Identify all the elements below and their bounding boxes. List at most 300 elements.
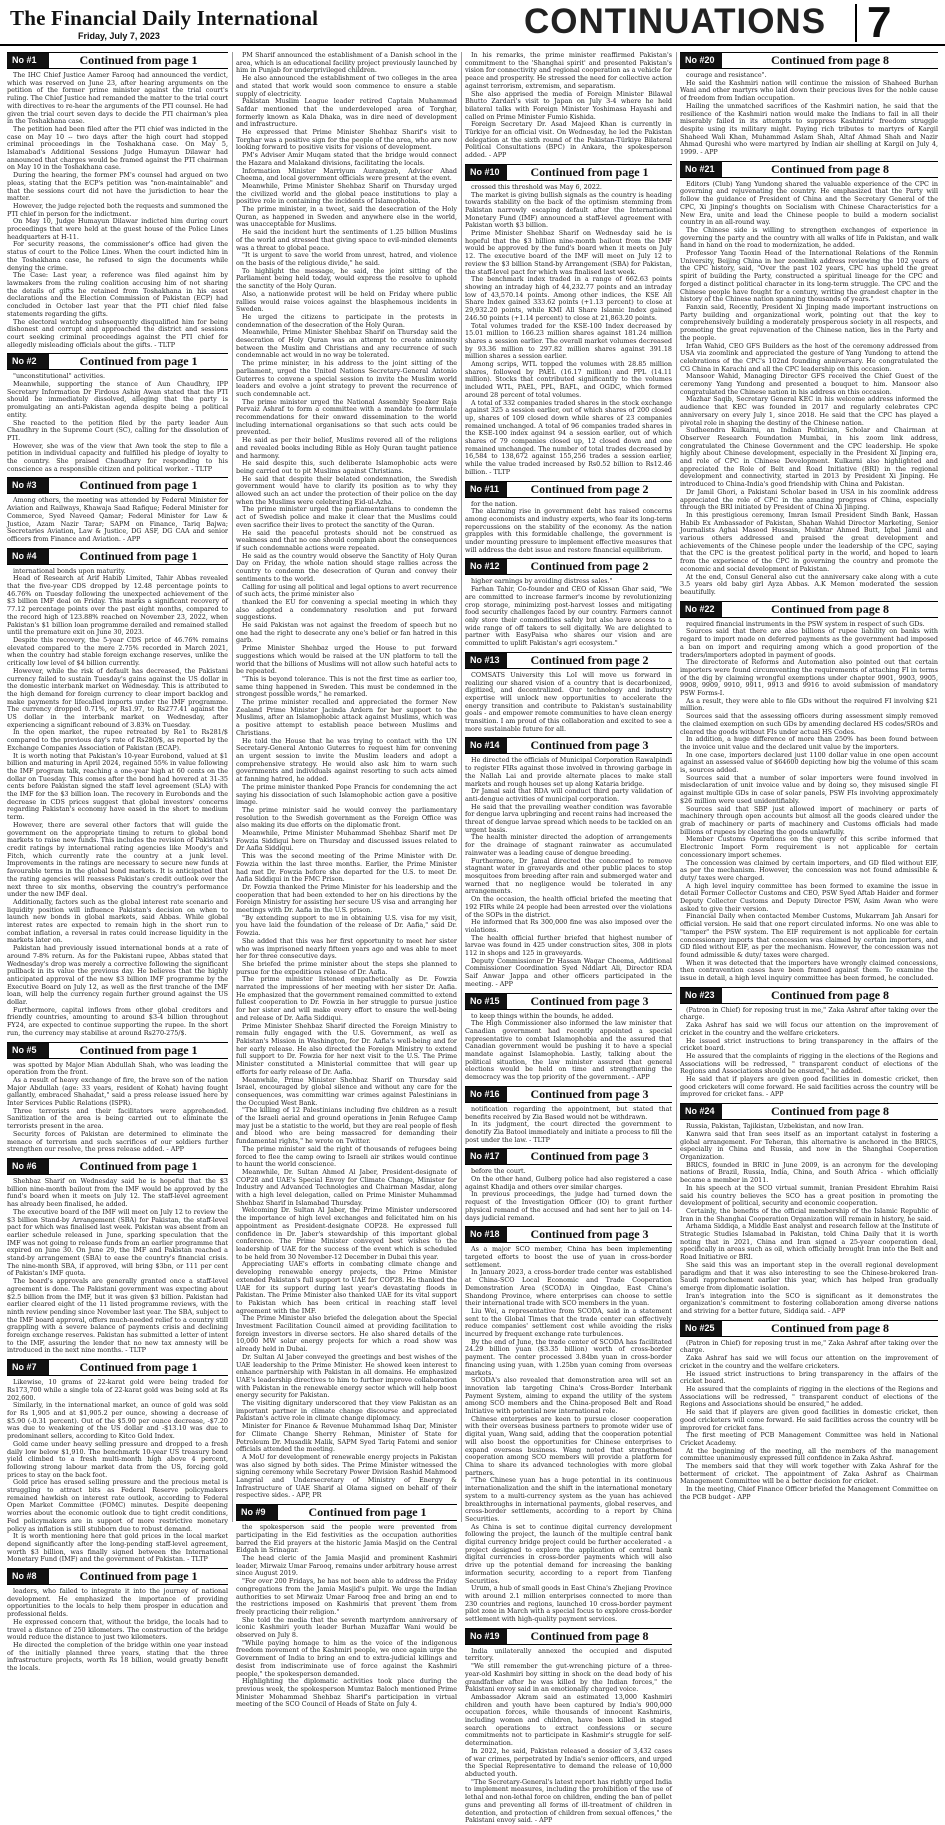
article-body	[465, 184, 672, 477]
article-block	[465, 652, 672, 734]
article-paragraph: "unconstitutional" activities.	[13, 372, 106, 381]
article-paragraph: Dr. Fowzia thanked the Prime Minister for his leadership and the cooperation that had been extended to her on his directions by the Foreign Ministry for assisting her secure US visa and arranging her meetings with Dr. Aafia in the U.S. prison.	[236, 882, 457, 915]
masthead	[0, 0, 945, 46]
article-heading: Continued from page 8	[770, 601, 890, 616]
article-paragraph: As a result of heavy exchange of fire, the brave son of the nation Major Abdullah (age: 33 years, resident of Kohat) having fought gallantly, embraced Shahadat," said a press release issued here by Inter Services Public Relations (ISPR).	[7, 1075, 228, 1108]
article-paragraph: The prime minister said the right of thousands of refugees being forced to flee the camp owing to Israeli air strikes would continue to haunt the world conscience.	[236, 1144, 457, 1169]
article-block	[465, 1148, 672, 1222]
article-paragraph: Zaka Ashraf has said we will focus our attention on the improvement of cricket in the country and the welfare cricketers.	[680, 1021, 938, 1037]
article-number-badge: No #19	[465, 1629, 507, 1644]
article-header	[680, 987, 938, 1004]
article-block	[7, 548, 228, 1038]
article-paragraph: courage and resistance".	[686, 71, 767, 79]
article-heading: Continued from page 8	[770, 161, 890, 176]
article-body	[680, 72, 938, 157]
article-paragraph: "For over 200 Fridays, he has not been able to address the Friday congregations from the Jamia Masjid's pulpit. We urge the Indian authorities to set Mirwaiz Umar Farooq free and bring an end to the restrictions imposed on Kashmiris that prevent them from freely practicing their religion."	[236, 1577, 457, 1616]
article-paragraph: On the occasion, the health official briefed the meeting that 192 FIRs while 24 people had been arrested over the violations of the SOPs in the district.	[465, 895, 672, 919]
article-body	[465, 1246, 672, 1623]
article-paragraph: He expressed concern that, without the bridge, the locals had to travel a distance of 250 kilometers. The construction of the bridge would reduce the distance to just two kilometers.	[7, 1617, 228, 1642]
article-block	[680, 601, 938, 983]
article-heading: Continued from page 2	[530, 481, 649, 496]
article-paragraph: Meanwhile, Dr. Sultan Ahmed Al Jaber, President-designate of COP28 and UAE's Special Envoy for Climate Change, Minister for Industry and Advanced Technologies and Chairman Masdar, along with a high level delegation, called on Prime Minister Muhammad Shehbaz Sharif in Islamabad Thursday.	[236, 1167, 457, 1207]
article-paragraph: The directorate of Reforms and Automation also pointed out that certain importers were found circumventing the requirements of attaching FI in terms of the dig by claiming wrongful exemptions under chapter 9901, 9903, 9905, 9908, 9909, 9910, 9911, 9913 and 9916 to avoid submission of mandatory PSW Forms-I.	[680, 658, 938, 698]
article-number-badge: No #18	[465, 1227, 507, 1242]
article-header	[7, 1568, 228, 1585]
article-body	[7, 373, 228, 473]
article-number-badge: No #15	[465, 994, 507, 1009]
article-paragraph: "The Secretary-General's latest report has rightly urged India to implement measures, including the prohibition of the use of lethal and non-lethal force on children, ending the ban of pellet guns and preventing all forms of ill-treatment of children in detention, and protection of children from sexual offences," the Pakistani envoy said. - APP	[465, 1777, 672, 1825]
article-heading: Continued from page 1	[79, 1042, 198, 1057]
article-body	[236, 52, 457, 1500]
article-paragraph: He urged the citizens to participate in the protests in condemnation of the desecration of the Holy Quran.	[236, 312, 457, 329]
article-heading: Continued from page 1	[79, 548, 198, 563]
article-paragraph: BRICS, founded in BRIC in June 2009, is an acronym for the developing nations of Brazil, Russia, India, China, and South Africa - which officially became a member in 2011.	[680, 1160, 938, 1185]
article-paragraph: The alarming rise in government debt has raised concerns among economists and industry experts, who fear its long-term repercussions on the stability of the economy. As the nation grapples with this formidable challenge, the government is under mounting pressure to implement effective measures that will address the debt issue and restore financial equilibrium.	[465, 507, 672, 554]
article-paragraph: Total volumes traded for the KSE-100 Index decreased by 15.01 million to 166.23 million shares against 181.24 million shares a session earlier. The overall market volumes decreased by 93.36 million to 297.82 million shares against 391.18 million shares a session earlier.	[465, 321, 672, 361]
article-block	[680, 1320, 938, 1502]
article-number-badge: No #3	[7, 478, 49, 493]
article-header	[465, 481, 672, 498]
article-paragraph: The first meeting of PCB Management Committee was held in National Cricket Academy.	[680, 1431, 938, 1447]
article-paragraph: Sudheendra Kulkarni, an Indian Politician, Scholar and Chairman at Observer Research Foundation Mumbai, in his zoom link address, congratulated the Chinese Government and the CPC leadership. He spoke highly about Chinese development, especially in the President Xi Jinping era, and role of CPC in Chinese Development. Kulkarni also highlighted and appreciated the Role of Belt and Road Initiative (BRI) in the regional development and connectivity, started in 2013 by President Xi Jinping. He introduced to China-India's good friendship with China and Pakistan.	[680, 426, 938, 489]
article-paragraph: Member Customs Operations on the query of this scribe informed that Electronic Import Form requirement is not applicable for certain concessionary import schemes.	[680, 835, 938, 859]
article-paragraph: As a result, they were able to file GDs without the required FI involving $21 million.	[680, 696, 938, 713]
article-paragraph: Farhan Tahir, Co-founder and CEO of Kissan Ghar said, "We are committed to increase farmer's income by revolutionizing crop storage, minimizing post-harvest losses and mitigating food security challenges faced by our country. Farmers cannot only store their commodities safely but also have access to a wide range of off takers to sell digitally. We are delighted to partner with EasyPaisa who shares our vision and are committed to uplift Pakistan's agri ecosystem."	[465, 585, 672, 648]
article-block	[680, 987, 938, 1099]
article-paragraph: Chinese enterprises are keen to pursue closer cooperation with their overseas business partners to promote wider use of digital yuan, Wang said, adding that the cooperation potential will also boost the opportunities for Chinese enterprises to expand overseas business. Wang noted that strengthened cooperation among SCO members will provide a platform for China to share its advanced technologies with more global partners.	[465, 1414, 672, 1477]
article-header	[680, 601, 938, 618]
article-paragraph: Welcoming Dr. Sultan Al Jaber, the Prime Minister underscored the importance of high level exchanges and felicitated him on his appointment as President-designate COP28. He expressed full confidence in Dr. Jaber's stewardship of this important global conference. The Prime Minister conveyed best wishes to the leadership of UAE for the success of the event which is scheduled to be held from 30 November-12 December in Dubai this year.	[236, 1206, 457, 1261]
article-paragraph: Prime Minister Shehbaz urged the House to put forward suggestions which would be raised at the UN platform to tell the world that the billions of Muslims will not allow such hateful acts to be repeated.	[236, 644, 457, 676]
article-paragraph: Also, a nationwide protest will be held on Friday where public rallies would raise voices against the blasphemous incidents in Sweden.	[236, 289, 457, 314]
article-paragraph: Gold price has erased selling pressure and the precious metal is struggling to attract bits as Federal Reserve policymakers remained hawkish on interest rate outlook, according to Federal Open Market Committee (FOMC) minutes. Despite deepening worries about the economic outlook due to tight credit conditions, Fed policymakers are in support of more restrictive monetary policy as inflation is still stubborn due to robust demand.	[7, 1478, 228, 1533]
article-paragraph: "While paying homage to him as the voice of the indigenous freedom movement of the Kashmiri people, we once again urge the Government of India to bring an end to extra-judicial killings and desist from indiscriminate use of force against the Kashmiri people," the spokesperson demanded.	[236, 1638, 457, 1678]
article-paragraph: In 2022, he said, Pakistan released a dossier of 3,432 cases of war crimes, perpetrated by India's senior officers, and urged the Special Representative to demand the release of 10,000 abducted youth.	[465, 1746, 672, 1778]
article-paragraph: Meanwhile, Prime Minister Shehbaz Sharif on Thursday said the desecration of Holy Quran was an attempt to create animosity between the Muslim and Christians and any recurrence of such condemnable act would in no way be tolerated.	[236, 328, 457, 360]
article-block	[465, 993, 672, 1082]
article-header	[465, 993, 672, 1010]
article-paragraph: He said that despite their belated condemnation, the Swedish government would have to clarify its position as to why they allowed such an act under the protection of their police on the day when the Muslims were celebrating Eid-ul-Azha.	[236, 474, 457, 506]
article-block	[465, 737, 672, 988]
article-block	[7, 1158, 228, 1355]
article-paragraph: In January 2023, a cross-border trade center was established at China-SCO Local Economic and Trade Cooperation Demonstration Area (SCODA) in Qingdao, East China's Shandong Province, where enterprises can choose to settle their international trade with SCO members in the yuan.	[465, 1268, 672, 1308]
article-block	[7, 353, 228, 473]
article-paragraph: In his remarks, the prime minister reaffirmed Pakistan's commitment to the 'Shanghai spirit' and presented Pakistan's vision for connectivity and regional cooperation as a vehicle for peace and prosperity. He stressed the need for collective action against terrorism, extremism, and separatism.	[465, 51, 672, 90]
article-heading: Continued from page 1	[79, 53, 198, 67]
article-heading: Continued from page 8	[770, 1104, 890, 1119]
article-paragraph: Meanwhile, Prime Minister Muhammad Shehbaz Sharif met Dr Fowzia Siddiqui here on Thursday and discussed issues related to Dr Aafia Siddiqui.	[236, 829, 457, 853]
news-column-4	[680, 52, 938, 1522]
article-paragraph: He told the House that he was trying to contact with the UN Secretary-General Antonio Guterres to request him for convening an urgent session to invite the Muslim leaders and adopt a comprehensive strategy. He would also ask him to warn such governments and individuals against resorting to such acts aimed at fanning hatred, he added.	[236, 736, 457, 784]
article-block	[236, 52, 457, 1500]
article-paragraph: Urum, a hub of small goods in East China's Zhejiang Province with around 2.1 million enterprises connected to more than 230 countries and regions, launched 10 cross-border payment pilot zone in March with a special focus to explore cross-border settlement with high-quality payment services.	[465, 1584, 672, 1624]
article-paragraph: "The killing of 12 Palestinians including five children as a result of the Israeli aerial and ground operations in Jenin Refugee Camp may just be a statistic to the world, but they are real people of flesh and blood who are being massacred for demanding their fundamental rights," he wrote on Twitter.	[236, 1106, 457, 1146]
article-block	[680, 1103, 938, 1316]
article-paragraph: This was the second meeting of the Prime Minister with Dr. Fowzia within the last three months. Earlier, the Prime Minister had met Dr. Fowzia before she departed for the U.S. to meet Dr. Aafia Siddiqui in the FMC Prison.	[236, 852, 457, 884]
article-number-badge: No #10	[465, 165, 507, 180]
article-block	[465, 481, 672, 555]
article-paragraph: He said the Kashmiri nation will continue the mission of Shaheed Burhan Wani and other martyrs who laid down their precious lives for the noble cause of freedom from Indian occupation.	[680, 78, 938, 103]
article-paragraph: She told the media that the seventh martyrdom anniversary of iconic Kashmiri youth leader Burhan Muzaffar Wani would be observed on July 8.	[236, 1615, 457, 1640]
article-paragraph: When it was detected that the importers have wrongly claimed concessions, then contravention cases have been framed against them. To examine the issue in detail, a high level inquiry committee has been formed, he concluded.	[680, 958, 938, 983]
article-paragraph: He issued strict instructions to bring transparency in the affairs of the cricket board.	[680, 1369, 938, 1386]
article-paragraph: He issued strict instructions to bring transparency in the affairs of the cricket board.	[680, 1036, 938, 1053]
masthead-divider	[855, 4, 857, 42]
article-paragraph: Irfan Wahid, CEO GFS Builders as the host of the ceremony addressed from USA via zoomlink and appreciated the gesture of Yang Yundong to attend the celebrations of the CPC's 102nd founding anniversary. He congratulated the CG China in Karachi and all the CPC leadership on this occasion.	[680, 341, 938, 373]
article-number-badge: No #4	[7, 549, 49, 564]
article-paragraph: To highlight the message, he said, the joint sitting of the Parliament being held today, would express the resolve to uphold the sanctity of the Holy Quran.	[236, 266, 457, 291]
article-paragraph: Liu Wei, a representative from SCODA, said in a statement sent to the Global Times that the trade center can effectively reduce companies' settlement cost while avoiding the risks incurred by frequent exchange rate turbulences.	[465, 1306, 672, 1339]
article-paragraph: India unilaterally annexed the occupied and disputed territory.	[465, 1646, 672, 1663]
article-heading: Continued from page 3	[530, 1086, 649, 1101]
article-paragraph: Three terrorists and their facilitators were apprehended. Sanitization of the area is being carried out to eliminate the terrorists present in the area.	[7, 1106, 228, 1131]
article-paragraph: The prime minister said he would convey the parliamentary resolution to the Swedish government as the Foreign Office was also making its due efforts on the diplomatic front.	[236, 805, 457, 830]
article-header	[680, 1103, 938, 1120]
article-paragraph: He said that if players are given good facilities in domestic cricket, then good cricketers will come forward. He said facilities across the country will be improved for cricket fans.	[680, 1408, 938, 1432]
article-paragraph: Security forces of Pakistan are determined to eliminate the menace of terrorism and such sacrifices of our soldiers further strengthen our resolve, the press release added. - APP	[7, 1129, 228, 1154]
article-paragraph: He said the incident hurt the sentiments of 1.25 billion Muslims of the world and stressed that giving space to evil-minded elements was a threat to global peace.	[236, 228, 457, 252]
article-paragraph: Likewise, 10 grams of 22-karat gold were being traded for Rs173,700 while a single tola of 22-karat gold was being sold at Rs 202,600.	[7, 1378, 228, 1402]
article-paragraph: Sources said that there are also billions of rupee liability on banks with regard to import made on deferred payments as the government had imposed a ban on import and requiring among which a good proportion of the traders/importers adopted in payment of goods.	[680, 627, 938, 659]
article-paragraph: for the nation.	[471, 499, 518, 508]
article-paragraph: before the court.	[471, 1167, 526, 1176]
article-paragraph: It is worth noting that Pakistan's 10-year Eurobond, valued at $1 billion and maturing in April 2024, regained 55% in value following the IMF program talk, reaching a one-year high at 60 cents on the dollar on Tuesday. This comes after the bond had hovered at 31-35 cents before Pakistan signed the staff level agreement (SLA) with the IMF for the $3 billion loan. The recovery in Eurobonds and the decrease in CDS prices suggest that global investors' concerns regarding Pakistan's economy have eased in the short to medium term.	[7, 751, 228, 822]
article-paragraph: thanked the EU for convening a special meeting in which they also adopted a condemnatory resolution and put forward suggestions.	[236, 597, 457, 622]
article-paragraph: Pakistan Muslim League leader retired Captain Muhammad Safdar mentioned that the underdeveloped area of Torghar, formerly known as Kala Dhaka, was in dire need of development and infrastructure.	[236, 97, 457, 129]
article-heading: Continued from page 3	[530, 1227, 649, 1242]
article-body	[465, 1648, 672, 1825]
article-number-badge: No #5	[7, 1043, 49, 1058]
article-paragraph: Editors (Club) Yang Yundong shared the valuable experience of the CPC in governing and rejuvenating the country. He emphasized that the Party will follow the guidance of President of China and the Secretary General of the CPC, Xi Jinping's thoughts on Socialism with Chinese Characteristics for a New Era, unite and lead the Chinese people to build a modern socialist country in an all-round way.	[680, 179, 938, 227]
article-paragraph: (Patron in Chief) for reposing trust in me," Zaka Ashraf after taking over the charge.	[680, 1338, 938, 1355]
article-body	[7, 72, 228, 349]
article-paragraph: Dr Jamil Ghori, a Pakistani Scholar based in USA in his zoomlink address appreciated the role of CPC in the amazing progress of China, especially through the BRI initiated by President of China Xi Jinping.	[680, 487, 938, 512]
article-paragraph: In addition, a huge difference of more than 250% has been found between the invoice unit value and the declared unit value by the importers.	[680, 735, 938, 751]
article-paragraph: The prime minister, in his address to the joint sitting of the parliament, urged the United Nations Secretary-General Antonio Guterres to convene a special session to invite the Muslim world leaders and evolve a joint strategy to prevent the recurrence of such condemnable act.	[236, 359, 457, 398]
article-paragraph: As a major SCO member, China has been implementing targeted efforts to boost the use of yuan in cross-border settlement.	[465, 1245, 672, 1269]
article-paragraph: The concession was claimed by certain importers, and GD filed without EIF, as per the mechanism. However, the concession was not found admissible & duty/ taxes were charged.	[680, 858, 938, 882]
article-header	[465, 1086, 672, 1103]
article-block	[7, 1359, 228, 1564]
article-paragraph: crossed this threshold was May 6, 2022.	[471, 182, 602, 191]
article-heading: Continued from page 1	[79, 478, 198, 493]
article-paragraph: Additionally, factors such as the global interest rate scenario and liquidity position will influence Pakistan's decision on when to launch new bonds in global markets, said Abbas. While global interest rates are expected to remain high in the short run to combat inflation, a reversal in rates could increase liquidity in the markets later on.	[7, 897, 228, 945]
article-paragraph: Gold came under heavy selling pressure and dropped to a fresh daily low below $1,910. The benchmark 10-year US treasury bond yield climbed to a fresh multi-month high above 4 percent, following strong labour market data from the US, forcing gold prices to stay on the back foot.	[7, 1439, 228, 1479]
article-heading: Continued from page 2	[530, 652, 649, 667]
article-paragraph: The board's approvals are generally granted once a staff-level agreement is done. The Pakistani government was expecting about $2.5 billion from the IMF, but it was given $3 billion. Pakistan had earlier cleared eight of the 11 listed programme reviews, with the ninth review pending since November last year. The SBA, subject to the IMF board approval, offers much-needed relief to a country still grappling with a severe balance of payments crisis and declining foreign exchange reserves. Pakistan has submitted a letter of intent to the IMF, assuring the lender that no new tax amnesty will be introduced in the next nine months. - TLTP	[7, 1277, 228, 1355]
article-header	[7, 353, 228, 370]
article-paragraph: Prime Minister Shehbaz Sharif directed the Foreign Ministry to remain fully engaged with the U.S. Government, as well as Pakistan's Mission in Washington, for Dr. Aafia's well-being and for her early release. He also directed the Foreign Ministry to extend full support to Dr. Fowzia for her next visit to the U.S. The Prime Minister constituted a Ministerial committee that will gear up efforts for early release of Dr. Aafia.	[236, 1021, 457, 1076]
article-header	[465, 558, 672, 575]
article-number-badge: No #2	[7, 354, 49, 369]
article-paragraph: Sources said that the assessing officers during assessment simply removed the claimed exemption on such GDs by amending declared HS codes/SROs and cleared the goods without FIs under actual HS Codes.	[680, 712, 938, 736]
article-header	[7, 548, 228, 565]
article-paragraph: The IHC Chief Justice Aamer Farooq had announced the verdict, which was reserved on June 23, after hearing arguments on the petition of the former prime minister against the trial court's ruling. The Chief Justice had remanded the matter to the trial court with directives to re-hear the arguments of the PTI counsel. He had given the trial court seven days to decide the PTI chairman's plea in the Toshakhana case.	[7, 71, 228, 126]
article-paragraph: Fanxin said, Recently, President Xi Jinping made important instructions on Party building and organizational work, pointing out that the key to comprehensively building a moderately prosperous society in all respects, and promoting the great rejuvenation of the Chinese nation, lies in the Party and the people.	[680, 302, 938, 342]
article-paragraph: On the other hand, Gulberg police had also registered a case against Khadija and others over similar charges.	[465, 1175, 672, 1191]
article-body	[7, 497, 228, 543]
article-block	[236, 1504, 457, 1709]
article-paragraph: Dr Jamal said that RDA will conduct third party validation of anti-dengue activities of municipal corporation.	[465, 787, 672, 803]
article-heading: Continued from page 3	[530, 1149, 649, 1164]
article-number-badge: No #20	[680, 53, 722, 68]
article-paragraph: At the end, Consul General also cut the anniversary cake along with a cute 3.5 years old baby girl Ayza Abbas. A.K Memon moderated the session beautifully.	[680, 572, 938, 596]
article-paragraph: Certainly, the benefits of the official membership of the Islamic Republic of Iran in the Shanghai Cooperation Organization will remain in history, he said.	[680, 1206, 938, 1223]
article-header	[7, 477, 228, 494]
article-paragraph: Minister for Finance & Revenue Muhammad Ishaq Dar, Minister for Climate Change Sherry Rehman, Minister of State for Petroleum Dr. Musadik Malik, SAPM Syed Tariq Fatemi and senior officials attended the meeting.	[236, 1422, 457, 1454]
article-header	[7, 52, 228, 69]
article-paragraph: Financial Daily when contacted Member Customs, Mukarram Jah Ansari for official version. He said that one report circulated informs. No one was able to "tamper" the PSW system. The EIF requirement is not applicable for certain concessionary imports that concession was claimed by certain importers, and GD filed without EIF, as per the mechanism. However, the concession was not found admissible & duty/ taxes were charged.	[680, 912, 938, 959]
article-paragraph: Mansoor Wahid, Managing Director GFS received the Chief Guest of the ceremony Yang Yundong and presented a bouquet to him. Mansoor also congratulated the Chinese nation in his address on this occasion.	[680, 372, 938, 396]
article-paragraph: A total of 332 companies traded shares in the stock exchange against 325 a session earlier, out of which shares of 200 closed up, shares of 109 closed down while shares of 23 companies remained unchanged. A total of 96 companies traded shares in the KSE-100 index against 94 a session earlier, out of which shares of 79 companies closed up, 12 closed down and one remained unchanged. The number of total trades decreased by 16,584 to 138,672 against 155,256 trades a session earlier, while the value traded increased by Rs0.52 billion to Rs12.46 billion. - TLTP	[465, 398, 672, 476]
article-paragraph: By the end of June, the trade center of SCODA has facilitated 24.29 billion yuan ($3.35 billion) worth of cross-border payment. The center processed 3.84bn yuan in cross-border financing using yuan, with 1.25bn yuan coming from overseas markets.	[465, 1337, 672, 1377]
article-paragraph: He said that the prevailing weather condition was favorable for dengue larva upbringing and recent rains had increased the threat of dengue larvae spread which needs to be tackled on an urgent basis.	[465, 802, 672, 834]
article-paragraph: He assured that the complaints of rigging in the elections of the Regions and Associations will be redressed, " transparent conduct of elections of the Regions and Associations should be ensured," he added.	[680, 1051, 938, 1076]
article-heading: Continued from page 1	[79, 354, 198, 369]
article-paragraph: The executive board of the IMF will meet on July 12 to review the $3 billion Stand-by Arrangement (SBA) for Pakistan, the staff-level pact for which was finalised last week. Pakistan was absent from an earlier schedule released in June, sparking speculation that the IMF was not going to release funds from an earlier programme that expired on June 30. On June 29, the IMF and Pakistan reached a stand-by arrangement (SBA) to ease the country's financial crisis. The nine-month SBA, if approved, will bring $3bn, or 111 per cent of Pakistan's IMF quota.	[7, 1207, 228, 1278]
article-paragraph: PM Sharif announced the establishment of a Danish school in the area, which is an educational facility project previously launched by him in Punjab for underprivileged children.	[236, 51, 457, 75]
article-paragraph: Among scrips, WTL topped the volumes with 28.85 million shares, followed by PAEL (16.17 million) and PPL (14.11 million). Stocks that contributed significantly to the volumes included WTL, PAEL, PPL, BAFL, and OGDC, which formed around 28 percent of total volumes.	[465, 360, 672, 399]
article-paragraph: He said Pakistan was not against the freedom of speech but no one had the right to desecrate any one's belief or fan hatred in this garb.	[236, 621, 457, 645]
article-paragraph: She said this was an important step in the overall regional development paradigm and that it was also interesting to see the Chinese-brokered Iran-Saudi rapprochement earlier this year, which has helped Iran gradually emerge from diplomatic isolation.	[680, 1260, 938, 1292]
article-paragraph: Foreign Secretary Dr. Asad Majeed Khan is currently in Türkiye for an official visit. On Wednesday, he led the Pakistan delegation at the sixth round of the Pakistan-Türkiye Bilateral Political Consultations (BPC) in Ankara, the spokesperson added. - APP	[465, 120, 672, 160]
article-paragraph: He informed that Rs 300,000 fine was also imposed over the violations.	[465, 918, 672, 934]
article-paragraph: The health minister directed the adoption of arrangements for the drainage of stagnant rainwater as accumulated rainwater was a leading cause of dengue breeding.	[465, 833, 672, 857]
article-paragraph: During the hearing, the former PM's counsel had argued on two pleas, stating that the ECP's petition was "non-maintainable" and that the sessions court did not have the jurisdiction to hear the matter.	[7, 171, 228, 203]
article-body	[465, 501, 672, 555]
article-paragraph: She also apprised the media of Foreign Minister Bilawal Bhutto Zardari's visit to Japan on July 3-4 where he held bilateral talks with Foreign Minister Yoshimasa Hayashi and called on Prime Minister Fumio Kishida.	[465, 89, 672, 121]
article-paragraph: Hailing the unmatched sacrifices of the Kashmiri nation, he said that the resilience of the Kashmiri nation would make the Indians to fail in all their miserably failed in its attempts to suppress Kashmiris' freedom struggle despite using its military might. Paying rich tributes to martyrs of Kargil Shaheed Wali Khan, Muhammad Aslam Shah, Altaf Ahmad Shah and Nazir Ahmad Qureshi who were martyred by Indian air shelling at Kargil on July 4, 1999. - APP	[680, 101, 938, 157]
article-paragraph: higher earnings by avoiding distress sales."	[471, 577, 613, 586]
article-paragraph: The benchmark index traded in a range of 662.63 points showing an intraday high of 44,232.77 points and an intraday low of 43,570.14 points. Among other indices, the KSE All Share Index gained 333.62 points (+1.13 percent) to close at 29,932.20 points, while KMI All Share Islamic Index gained 246.50 points (+1.14 percent) to close at 21,863.20 points.	[465, 275, 672, 322]
article-body	[465, 52, 672, 160]
article-number-badge: No #11	[465, 482, 507, 497]
article-paragraph: Meanwhile, Prime Minister Shehbaz Sharif on Thursday urged the civilized world and the global peace institutions to play a positive role in containing the incidents of Islamophobia.	[236, 181, 457, 206]
article-heading: Continued from page 1	[79, 1159, 198, 1173]
article-body	[465, 1106, 672, 1145]
article-heading: Continued from page 1	[79, 1569, 198, 1584]
article-body	[465, 757, 672, 988]
newspaper-name: The Financial Daily International	[10, 6, 319, 30]
article-paragraph: He assured that the complaints of rigging in the elections of the Regions and Associations will be redressed, " transparent conduct of elections of the Regions and Associations should be ensured," he added.	[680, 1384, 938, 1409]
article-heading: Continued from page 8	[770, 987, 890, 1002]
article-paragraph: PM's Adviser Amir Muqam stated that the bridge would connect the Hazara and Malakand divisions, facilitating the locals.	[236, 151, 457, 167]
article-paragraph: The prime minister, in a tweet, said the desecration of the Holy Quran, as happened in Sweden and anywhere else in the world, was unacceptable for Muslims.	[236, 205, 457, 229]
article-body	[465, 1168, 672, 1222]
article-paragraph: notification regarding the appointment, but stated that benefits received by Zia Based would not be withdrawn.	[465, 1104, 672, 1121]
article-body	[7, 1588, 228, 1673]
article-header	[465, 652, 672, 669]
article-number-badge: No #16	[465, 1087, 507, 1102]
article-paragraph: Despite this recovery, the 5-year CDS price of 46.76% remains elevated compared to the mere 2.75% recorded in March 2021, when the country had stable foreign exchange reserves, unlike the critically low level of $4 billion currently.	[7, 636, 228, 668]
article-number-badge: No #17	[465, 1149, 507, 1164]
article-paragraph: The prime minister recalled and appreciated the former New Zealand Prime Minister Jacinda Ardern for her support to the Muslims, after an Islamophobic attack against Muslims, which was a positive attempt to establish peace between Muslims and Christians.	[236, 698, 457, 737]
article-body	[465, 578, 672, 647]
article-paragraph: In his speech at the SCO virtual summit, Iranian President Ebrahim Raisi said his country believes the SCO has a great position in promoting the development of political, security and economic cooperation.	[680, 1183, 938, 1208]
article-heading: Continued from page 1	[79, 1360, 198, 1375]
article-number-badge: No #14	[465, 738, 507, 753]
article-header	[465, 1148, 672, 1165]
article-body	[680, 621, 938, 983]
article-header	[236, 1504, 457, 1521]
article-number-badge: No #8	[7, 1569, 49, 1584]
article-block	[7, 1042, 228, 1154]
article-paragraph: He said the peaceful protests should not be construed as weakness and that no one should complain about the consequences if such condemnable actions were repeated.	[236, 528, 457, 552]
article-block	[7, 1568, 228, 1673]
article-paragraph: He said that if players are given good facilities in domestic cricket, then good cricketers will come forward. He said facilities across the country will be improved for cricket fans. - APP	[680, 1075, 938, 1099]
article-paragraph: The prime minister urged the National Assembly Speaker Raja Pervaiz Ashraf to form a committee with a mandate to formulate recommendations for their onward dissemination to the world including international organisations so that such acts could be prevented.	[236, 397, 457, 437]
article-paragraph: He said as per their belief, Muslims revered all of the religions and revealed books including Bible as Holy Quran taught patience and harmony.	[236, 436, 457, 460]
article-paragraph: Appreciating UAE's efforts in combating climate change and developing renewable energy projects, the Prime Minister extended Pakistan's full support to UAE for COP28. He thanked the UAE for its support during last year's devastating floods in Pakistan. The Prime Minister also thanked UAE for its vital support to Pakistan which has been critical in reaching staff level agreement with the IMF.	[236, 1260, 457, 1315]
article-paragraph: Furthermore, Dr Jamal directed the concerned to remove stagnant water in graveyards and other public places to stop mosquitoes from breeding after rain and submerged water and warned that no negligence would be tolerated in any arrangements.	[465, 856, 672, 896]
article-paragraph: Calling for using all political and legal options to avert recurrence of such acts, the prime minister also	[236, 582, 457, 599]
article-heading: Continued from page 3	[530, 993, 649, 1008]
article-paragraph: COMSATS University this LoI will move us forward in realizing our shared vision of a country that is decarbonized, digitized, and decentralized. Our technology and industry expertise will unlock new opportunities to accelerate the energy transition and contribute to Pakistan's sustainability goals - and empower remote communities to have clean energy transition. I am proud of this collaboration and excited to see a more sustainable future for all.	[465, 670, 672, 733]
article-number-badge: No #1	[7, 53, 49, 68]
article-paragraph: Russia, Pakistan, Tajikistan, Uzbekistan, and now Iran.	[686, 1122, 864, 1131]
article-paragraph: She added that this was her first opportunity to meet her sister who was imprisoned nearly fifteen years ago and was able to meet her for three consecutive days.	[236, 936, 457, 961]
article-paragraph: In one case, importers declared just 1100 dollar value in one open account against an assessed value of $64600 depicting how big the volume of this scam is, sources added.	[680, 750, 938, 775]
column-divider	[676, 52, 677, 1522]
article-body	[7, 1062, 228, 1154]
article-paragraph: Sources said that SBP just allowed import of machinery or parts of machinery through open accounts but almost all the goods cleared under the grab of machinery or parts of machinery and Customs officials had made billions of rupees by clearing the goods unlawfully.	[680, 804, 938, 836]
article-header	[680, 161, 938, 178]
section-title: CONTINUATIONS	[524, 2, 827, 41]
article-paragraph: However, there are several other factors that will guide the government on the appropriate timing to return to global bond markets to raise new funds. This includes the revision of Pakistan's credit ratings by international rating agencies like Moody's and Fitch, which currently rate the country at a junk level. Improvements in the ratings are necessary to secure new funds at favourable terms in the global bond markets. It is anticipated that the rating agencies will reassess Pakistan's credit outlook over the next three to six months, observing the country's performance under the new IMF deal.	[7, 820, 228, 899]
article-header	[7, 1359, 228, 1376]
news-column-3	[465, 51, 672, 1825]
article-body	[680, 1340, 938, 1502]
news-column-1	[7, 52, 228, 1673]
article-paragraph: The market is giving bullish signals as the country is heading towards stability on the back of the optimism stemming from Pakistan narrowly escaping default after the International Monetary Fund (IMF) announced a staff-level agreement with Pakistan worth $3 billion.	[465, 190, 672, 230]
article-header	[7, 1158, 228, 1175]
article-paragraph: the spokesperson said the people were prevented from participating in the Eid festivities as the occupation authorities barred the Eid prayers at the historic Jamia Masjid on the Central Eidgah in Srinagar.	[236, 1523, 457, 1555]
article-paragraph: Similarly, in the international market, an ounce of gold was sold for Rs 1,905 and at $1,905.2 per ounce, showing a decrease of $5.90 (-0.31 percent). Out of the $5.90 per ounce decrease, -$7.20 was due to weakening of the US dollar and -$13.10 was due to predominant sellers, according to Kitco Gold Index.	[7, 1401, 228, 1441]
article-body	[680, 1007, 938, 1099]
article-body	[465, 1013, 672, 1082]
article-paragraph: On May 10, Judge Humayun Dilawar indicted him during court proceedings that were held at the guest house of the Police Lines headquarters at H-11.	[7, 217, 228, 241]
article-paragraph: Meanwhile, Prime Minister Shehbaz Sharif on Thursday said Israel, encouraged by global silence and without any care for the consequences, was committing war crimes against Palestinians in the Occupied West Bank.	[236, 1075, 457, 1107]
article-paragraph: "We still remember the gut-wrenching picture of a three-year-old Kashmiri boy sitting in shock on the dead body of his grandfather after he was killed by the Indian forces," the Pakistani envoy said in an emotionally charged voice.	[465, 1662, 672, 1694]
article-block	[465, 164, 672, 477]
article-number-badge: No #22	[680, 602, 722, 617]
article-paragraph: A high level inquiry committee has been formed to examine the issue in detail Former Collector Customs and CEO, PSW Syed Aftab Haider and former Deputy Collector Customs and Deputy Director PSW, Asim Awan who were asked to give their version.	[680, 881, 938, 913]
article-paragraph: At the beginning of the meeting, all the members of the management committee unanimously expressed full confidence in Zaka Ashraf.	[680, 1446, 938, 1463]
column-divider	[461, 52, 462, 1522]
article-header	[680, 52, 938, 69]
article-paragraph: The prime minister listened empathetically as Dr. Fowzia narrated the impressions of her meeting with her sister Dr. Aafia. He emphasized that the government remained committed to extend fullest cooperation to Dr. Fowzia in her struggle to pursue justice for her sister and will make every effort to ensure the well-being and release of Dr. Aafia Siddiqui.	[236, 975, 457, 1022]
article-number-badge: No #24	[680, 1104, 722, 1119]
article-paragraph: Zaka Ashraf has said we will focus our attention on the improvement of cricket in the country and the welfare cricketers.	[680, 1354, 938, 1370]
article-paragraph: The petition had been filed after the PTI chief was indicted in the case on May 10 -- two days after the high court had stopped criminal proceedings in the Toshakhana case. On May 5, Islamabad's Additional Sessions Judge Humayun Dilawar had announced that charges would be framed against the PTI chairman on May 10 in the Toshakhana case.	[7, 124, 228, 172]
article-block	[465, 1086, 672, 1145]
article-paragraph: He directed the completion of the bridge within one year instead of the initially planned three years, stating that the three infrastructure projects, worth Rs 18 billion, would greatly benefit the locals.	[7, 1640, 228, 1673]
article-body	[236, 1524, 457, 1709]
article-paragraph: He also announced the establishment of two colleges in the area and stated that work would soon commence to ensure a stable supply of electricity.	[236, 74, 457, 98]
article-paragraph: Highlighting the diplomatic activities took place during the previous week, the spokesperson Mumtaz Baloch mentioned Prime Minister Mohammad Shehbaz Sharif's participation in virtual meeting of the SCO Council of Heads of State on July 4.	[236, 1677, 457, 1709]
article-body	[7, 1178, 228, 1355]
article-paragraph: Shehbaz Sharif on Wednesday said he is hopeful that the $3 billion nine-month bailout from the IMF would be approved by the fund's board when it meets on July 12. The staff-level agreement has already been finalised, he added.	[7, 1177, 228, 1209]
article-paragraph: In this prestigious ceremony, Imran Ismail President Sindh Bank, Hassan Habib Ex Ambassador of Pakistan, Shahan Wahid Director Marketing, Senior Journalists Aghai Masood Hussain, Mukhtar Ahmed Butt, Iqbal Jamil and various others addressed and praised the great development and achievements of the Chinese people under the leadership of the CPC, saying that the CPC is the greatest political party in the world, and hoped to learn from the experience of the CPC in governing the country and promote the economic and social development of Pakistan.	[680, 510, 938, 573]
article-heading: Continued from page 1	[308, 1505, 427, 1520]
article-paragraph: Meanwhile, supporting the stance of Aun Chaudhry, IPP Secretary Information Dr Firdous Ashiq Awan stated that the PTI should be immediately dissolved, alleging that the party is promulgating an anti-Pakistan agenda despite being a political entity.	[7, 380, 228, 419]
article-paragraph: "This is beyond tolerance. This is not the first time as earlier too, same thing happened in Sweden. This must be condemned in the strongest possible words," he remarked.	[236, 674, 457, 699]
article-paragraph: However, she was of the view that Awn took the step to file a petition in individual capacity and fulfilled his pledge of loyalty to the country. She praised Chaudhary for responding to his conscience as a responsible citizen and political worker. - TLTP	[7, 441, 228, 473]
issue-date: Friday, July 7, 2023	[78, 31, 160, 41]
article-body	[680, 1123, 938, 1316]
article-paragraph: However, the judge rejected both the requests and summoned the PTI chief in person for the indictment.	[7, 201, 228, 218]
article-body	[680, 181, 938, 597]
article-paragraph: He expressed that Prime Minister Shehbaz Sharif's visit to Torghar was a positive sign for the people of the area, who are now looking forward to positive visits for visions of development.	[236, 128, 457, 152]
article-block	[465, 558, 672, 647]
article-heading: Continued from page 1	[530, 164, 649, 179]
article-number-badge: No #12	[465, 559, 507, 574]
article-paragraph: Pakistan had previously issued international bonds at a rate of around 7-8% return. As for the Pakistani rupee, Abbas stated that Wednesday's drop was merely a corrective following the significant pullback in its value the previous day. He believes that the highly anticipated approval of the new $3 billion IMF programme by the Executive Board on July 12, as well as the first tranche of the IMF loan, will help the currency regain further ground against the US dollar.	[7, 944, 228, 1007]
article-paragraph: The Case: Last year, a reference was filed against him by lawmakers from the ruling coalition accusing him of not sharing the details of gifts he retained from Toshakhana in his asset declarations and the Election Commission of Pakistan (ECP) had concluded in October last year that the PTI chief filed false statements regarding the gifts.	[7, 271, 228, 318]
article-paragraph: He said as the country would observe the Sanctity of Holy Quran Day on Friday, the whole nation should stage rallies across the country to condemn the desecration of Quran and convey their sentiments to the world.	[236, 551, 457, 583]
article-paragraph: Professor Yang Taoxin Head of the International Relations of the Renmin University, Beijing China in her zoomlink address reviewing the 102 years of the CPC history, said, "Over the past 102 years, CPC has upheld the great spirit of building the Party, constructed a spiritual lineage for the CPC and forged a distinct political character in its long-term struggle. The CPC and the Chinese people have fought for a century, writing the grandest chapter in the history of the Chinese nation spanning thousands of years."	[680, 249, 938, 304]
article-paragraph: Prime Minister Shehbaz Sharif on Wednesday said he is hopeful that the $3 billion nine-month bailout from the IMF would be approved by the fund's board when it meets on July 12. The executive board of the IMF will meet on July 12 to review the $3 billion Stand-by Arrangement (SBA) for Pakistan, the staff-level pact for which was finalised last week.	[465, 229, 672, 276]
article-paragraph: In its judgment, the court directed the government to denotify Zia Batool immediately and initiate a process to fill the post under the law. - TLTP	[465, 1120, 672, 1144]
article-body	[7, 568, 228, 1038]
article-paragraph: Deputy Commissioner Dr Hassan Waqar Cheema, Additional Commissioner Coordination Syed Nddiart Ali, Director RDA Saif Anwar Jappa and other officers participated in the meeting. - APP	[465, 956, 672, 988]
article-header	[7, 1042, 228, 1059]
article-body	[7, 1379, 228, 1564]
article-block	[465, 52, 672, 160]
article-paragraph: The prime minister urged the parliamentarians to condemn the act of Swedish police and make it clear that the Muslims could even sacrifice their lives to protect the sanctity of the Quran.	[236, 505, 457, 529]
article-heading: Continued from page 8	[530, 1628, 649, 1643]
article-paragraph: was spotted by Major Mian Abdullah Shah, who was leading the operation from the front.	[7, 1060, 228, 1077]
article-number-badge: No #9	[236, 1505, 278, 1520]
article-number-badge: No #6	[7, 1159, 49, 1174]
article-paragraph: to keep things within the bounds, he added.	[471, 1011, 614, 1020]
article-paragraph: The visiting dignitary underscored that they view Pakistan as an important partner in climate change discourse and appreciated Pakistan's active role in climate change diplomacy.	[236, 1399, 457, 1423]
article-number-badge: No #13	[465, 653, 507, 668]
article-paragraph: Information Minister Marriyum Aurangzeb, Advisor Ahad Cheema, and local government officials were present at the event.	[236, 166, 457, 183]
article-paragraph: The Chinese side is willing to strengthen exchanges of experience in governing the party and the country with all walks of life in Pakistan, and walk hand in hand on the road to modernization, he added.	[680, 225, 938, 250]
article-block	[7, 477, 228, 543]
article-paragraph: (Patron in Chief) for reposing trust in me," Zaka Ashraf after taking over the charge.	[680, 1005, 938, 1022]
article-paragraph: In previous proceedings, the judge had turned down the request of the Investigation Officer (IO) to grant further physical remand of the accused and had sent her to jail on 14-days judicial remand.	[465, 1190, 672, 1222]
column-divider	[232, 52, 233, 1522]
article-paragraph: Among others, the meeting was attended by Federal Minister for Aviation and Railways, Khawaja Saad Rafique; Federal Minister for Commerce, Syed Naveed Qamar; Federal Minister for Law & Justice, Azam Nazir Tarar; SAPM on Finance, Tariq Bajwa; Secretaries Aviation, Law & Justice, DG ASF, DG CAA and senior officers from Finance and Aviation. - APP	[7, 496, 228, 543]
article-paragraph: In the open market, the rupee retreated by Re1 to Rs281/$ compared to the previous day's rate of Rs280/$, as reported by the Exchange Companies Association of Pakistan (ECAP).	[7, 728, 228, 752]
article-paragraph: As China is set to continue digital currency development following the project, the launch of the multiple central bank digital currency bridge project could be further accelerated - a project designed to explore the application of central bank digital currencies in cross-border payments which will also drive up the potential demand for increasing the banking information security, according to a report from Tianfeng Securities.	[465, 1522, 672, 1585]
article-paragraph: Arhama Siddiqa, a Middle East analyst and research fellow at the Institute of Strategic Studies Islamabad in Pakistan, told China Daily that it is worth noting that in 2021, China and Iran signed a 25-year cooperation deal, specifically in areas such as oil, which officially brought Iran into the Belt and Road Initiative or BRI.	[680, 1222, 938, 1262]
article-paragraph: He said despite this, such deliberate Islamophobic acts were being carried out to pit Muslims against Christians.	[236, 459, 457, 475]
article-paragraph: Kanwra said that Iran sees itself as an important catalyst in fostering a global arrangement. For Teheran, this alternative is anchored in the BRICS, especially in China and Russia, and now in the Shanghai Cooperation Organization.	[680, 1129, 938, 1161]
article-paragraph: required financial instruments in the PSW system in respect of such GDs.	[686, 619, 925, 628]
article-paragraph: leaders, who failed to integrate it into the journey of national development. He emphasized the importance of providing opportunities to the locals to help them prosper in education and professional fields.	[7, 1587, 228, 1619]
article-header	[465, 737, 672, 754]
article-paragraph: Iran's integration into the SCO is significant as it demonstrates the organization's commitment to fostering collaboration among diverse nations and striving for a better future, Siddiqa said. - APP	[680, 1291, 938, 1316]
article-paragraph: He directed the officials of Municipal Corporation Rawalpindi to register FIRs against those involved in throwing garbage in the Nallah Lai and provide alternate places to make stall markets and rough houses set up along Kataria bridge.	[465, 756, 672, 788]
article-paragraph: SCODA's also revealed that demonstration area will set an innovation lab targeting China's Cross-Border Interbank Payment System, aiming to expand the utility of the system among SCO members and the China-proposed Belt and Road Initiative with potential new international role.	[465, 1376, 672, 1416]
article-block	[7, 52, 228, 349]
article-paragraph: The High Commissioner also informed the law minister that Canadian government had recently appointed a special representative to combat Islamophobia and the assured that Canadian government would be pushing it to have a special mandate against Islamophobia. Lastly, talking about the political situation, the law minister assured that general elections would be held on time and strengthening the democracy was the top priority of the government. - APP	[465, 1019, 672, 1082]
article-block	[465, 1628, 672, 1825]
article-header	[465, 164, 672, 181]
article-number-badge: No #25	[680, 1321, 722, 1336]
article-block	[680, 161, 938, 597]
article-heading: Continued from page 8	[770, 1320, 890, 1335]
article-paragraph: The head cleric of the Jamia Masjid and prominent Kashmiri leader, Mirwaiz Umar Farooq, remains under arbitrary house arrest since August 2019.	[236, 1554, 457, 1578]
article-block	[680, 52, 938, 157]
article-paragraph: The members said that they will work together with Zaka Ashraf for the betterment of cricket. The appointment of Zaka Ashraf as Chairman Management Committee will be a better decision for cricket.	[680, 1462, 938, 1486]
article-number-badge: No #21	[680, 162, 722, 177]
article-paragraph: The electoral watchdog subsequently disqualified him for being dishonest and corrupt and approached the district and sessions court seeking criminal proceedings against the PTI chief for allegedly misleading officials about the gifts. - TLTP	[7, 317, 228, 349]
article-paragraph: She reacted to the petition filed by the party leader Aun Chaudhry in the Supreme Court (SC), calling for the dissolution of PTI.	[7, 418, 228, 442]
